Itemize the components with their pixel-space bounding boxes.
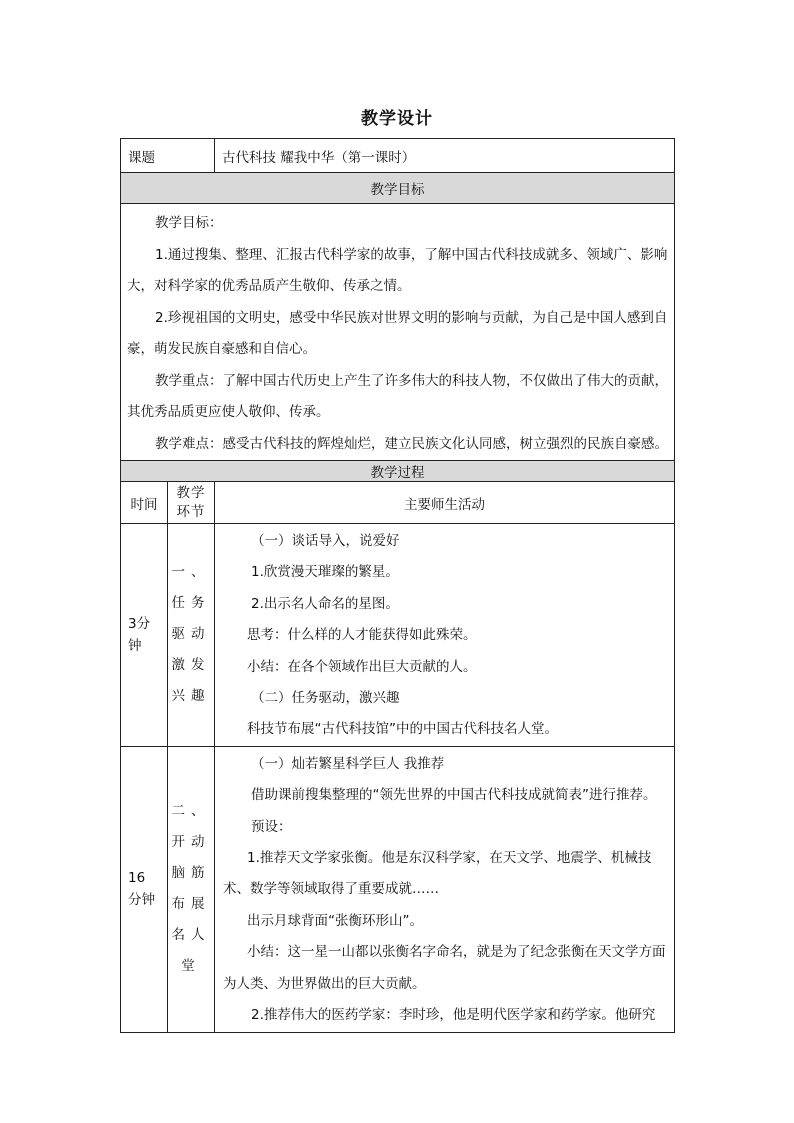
row-time: 16分钟: [121, 746, 168, 1032]
goals-line: 2.珍视祖国的文明史，感受中华民族对世界文明的影响与贡献，为自己是中国人感到自豪，萌发民族自豪感和自信心。: [127, 309, 668, 357]
goals-row: [121, 204, 675, 461]
lesson-value: 古代科技 耀我中华（第一课时）: [215, 139, 675, 173]
column-header-time: 时间: [121, 482, 168, 524]
activity-line: （一）灿若繁星科学巨人 我推荐: [251, 755, 445, 772]
lesson-plan-table: [120, 138, 675, 1033]
activity-line: 思考：什么样的人才能获得如此殊荣。: [247, 627, 477, 644]
activity-line: 小结：在各个领域作出巨大贡献的人。: [247, 658, 477, 675]
activity-line: 借助课前搜集整理的“领先世界的中国古代科技成就简表”进行推荐。: [251, 787, 657, 804]
activity-line: 1.欣赏漫天璀璨的繁星。: [251, 564, 399, 581]
goals-section-header: 教学目标: [121, 173, 675, 204]
goals-line: 教学目标：: [155, 215, 223, 231]
lesson-row: [121, 139, 675, 173]
goals-line: 教学重点：了解中国古代历史上产生了许多伟大的科技人物，不仅做出了伟大的贡献，其优秀品质更应使人敬仰、传承。: [127, 372, 668, 420]
row-step: 一、任务驱动激发兴趣: [168, 524, 215, 747]
column-header-activity: 主要师生活动: [215, 482, 675, 524]
activity-line: （二）任务驱动，激兴趣: [251, 690, 400, 707]
document-title: 教学设计: [361, 109, 433, 129]
activity-line: 科技节布展“古代科技馆”中的中国古代科技名人堂。: [247, 721, 558, 738]
column-header-row: [121, 482, 675, 524]
goals-header-row: [121, 173, 675, 204]
activity-line: 出示月球背面“张衡环形山”。: [247, 912, 423, 929]
goals-line: 教学难点：感受古代科技的辉煌灿烂，建立民族文化认同感，树立强烈的民族自豪感。: [155, 435, 668, 452]
process-row: [121, 524, 675, 747]
process-section-header: 教学过程: [121, 461, 675, 482]
row-step: 二、开动脑筋布展名人堂: [168, 746, 215, 1032]
column-header-step: 教学环节: [168, 482, 215, 524]
activity-line: 2.推荐伟大的医药学家：李时珍，他是明代医学家和药学家。他研究: [251, 1007, 656, 1024]
process-row: [121, 746, 675, 1032]
row-activities: [215, 524, 675, 747]
row-time: 3分钟: [121, 524, 168, 747]
row-activities: [215, 746, 675, 1032]
activity-line: 预设：: [251, 818, 292, 835]
goals-line: 1.通过搜集、整理、汇报古代科学家的故事，了解中国古代科技成就多、领域广、影响大，对科学家的优秀品质产生敬仰、传承之情。: [127, 246, 668, 294]
lesson-label: 课题: [121, 139, 215, 173]
activity-line: 1.推荐天文学家张衡。他是东汉科学家，在天文学、地震学、机械技术、数学等领域取得了重要成就……: [223, 850, 652, 898]
goals-content: [121, 204, 675, 461]
activity-line: 小结：这一星一山都以张衡名字命名，就是为了纪念张衡在天文学方面为人类、为世界做出的巨大贡献。: [223, 944, 666, 992]
process-header-row: [121, 461, 675, 482]
activity-line: （一）谈话导入，说爱好: [251, 533, 400, 549]
activity-line: 2.出示名人命名的星图。: [251, 595, 399, 612]
